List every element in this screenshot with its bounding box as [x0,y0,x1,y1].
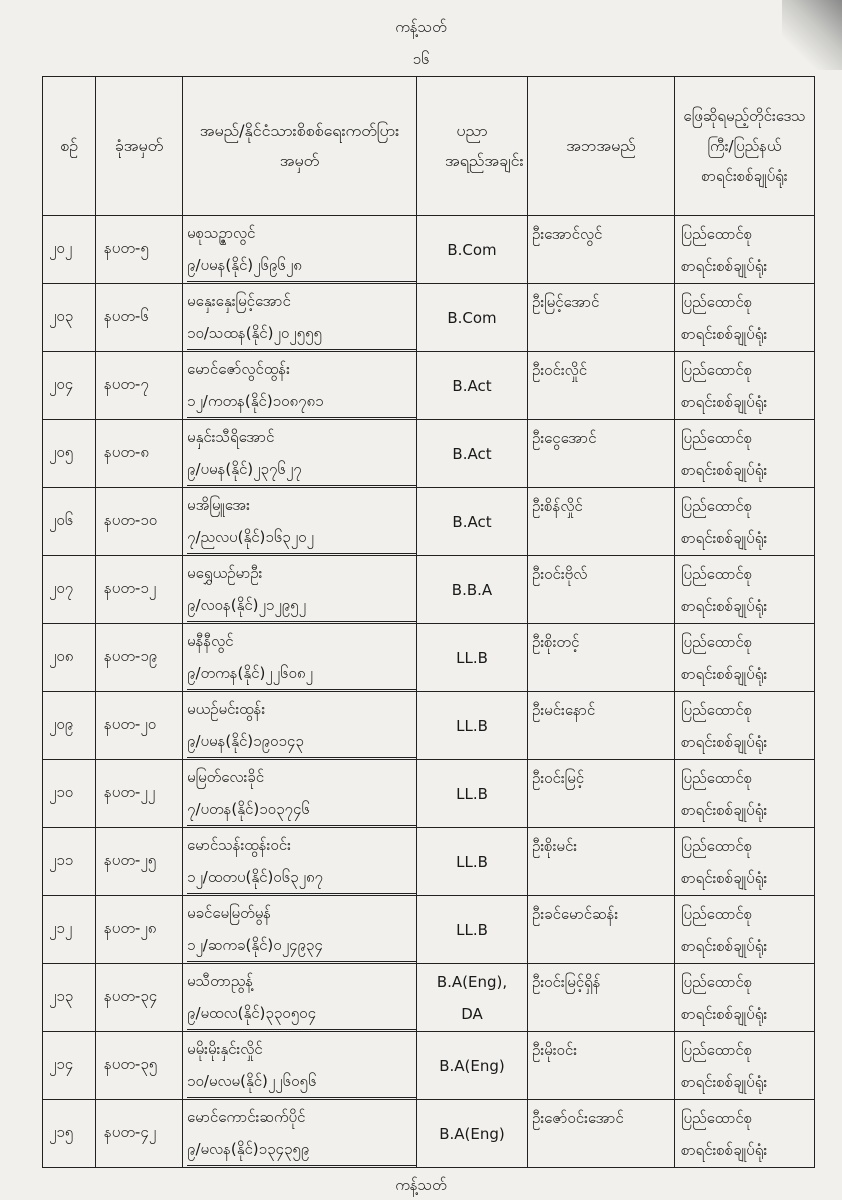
cell-roll: နပတ-၃၅ [96,1032,183,1100]
cell-roll: နပတ-၂၂ [96,760,183,828]
cell-exam-center [675,896,815,964]
cell-no: ၂၀၅ [43,420,96,488]
cell-exam-center [675,284,815,352]
candidate-nrc [187,997,416,1030]
cell-degree [417,692,528,760]
candidate-name: မနှေးနှေးမြင့်အောင် [187,292,291,310]
col-header-father: အဘအမည် [528,77,675,216]
exam-center-line-1: ပြည်ထောင်စု [681,1040,753,1059]
degree-line-1: LL.B [456,784,488,803]
candidate-nrc [187,793,416,826]
nrc-value: ၁၀/သထန(နိုင်)၂၀၂၅၅၅ [187,317,416,350]
cell-roll: နပတ-၇ [96,352,183,420]
nrc-value: ၉/မလန(နိုင်)၁၃၄၃၅၉ [187,1133,416,1166]
table-row [43,216,815,284]
cell-no: ၂၀၇ [43,556,96,624]
degree-line-1: B.A(Eng) [439,1124,505,1143]
candidate-name: မမိုးမိုးနှင်းလှိုင် [187,1040,263,1058]
cell-name-nrc [183,692,417,760]
cell-degree [417,352,528,420]
cell-name-nrc [183,964,417,1032]
table-row [43,556,815,624]
exam-center-line-1: ပြည်ထောင်စု [681,292,753,311]
candidate-name: မခင်မေမြတ်မွန် [187,904,272,922]
cell-no: ၂၁၁ [43,828,96,896]
col-header-exam-center: ဖြေဆိုရမည့်တိုင်းဒေသကြီး/ပြည်နယ်စာရင်းစစ်ချုပ်ရုံး [675,77,815,216]
cell-roll: နပတ-၂၅ [96,828,183,896]
cell-father: ဦးဝင်းမြင့် [528,760,675,828]
candidate-name: မနှင်းသီရိအောင် [187,428,275,446]
exam-center-line-2: စာရင်းစစ်ချုပ်ရုံး [681,1072,768,1091]
cell-degree [417,896,528,964]
cell-father: ဦးအောင်လွင် [528,216,675,284]
cell-no: ၂၀၆ [43,488,96,556]
exam-center-line-1: ပြည်ထောင်စု [681,496,753,515]
cell-no: ၂၁၄ [43,1032,96,1100]
cell-exam-center [675,964,815,1032]
cell-degree [417,1032,528,1100]
candidate-nrc [187,929,416,962]
exam-center-line-1: ပြည်ထောင်စု [681,972,753,991]
nrc-value: ၇/ပတန(နိုင်)၁၀၃၇၄၆ [187,793,416,826]
cell-no: ၂၁၃ [43,964,96,1032]
candidate-name: မောင်ကောင်းဆက်ပိုင် [187,1108,306,1126]
nrc-value: ၉/ပမန(နိုင်)၁၉၀၁၄၃ [187,725,416,758]
cell-exam-center [675,352,815,420]
cell-no: ၂၁၅ [43,1100,96,1168]
exam-center-line-2: စာရင်းစစ်ချုပ်ရုံး [681,1140,768,1159]
exam-center-line-2: စာရင်းစစ်ချုပ်ရုံး [681,664,768,683]
candidate-nrc [187,861,416,894]
nrc-value: ၉/တကန(နိုင်)၂၂၆၀၈၂ [187,657,416,690]
cell-degree [417,488,528,556]
cell-name-nrc [183,1032,417,1100]
candidate-nrc [187,453,416,486]
table-row [43,352,815,420]
exam-center-line-2: စာရင်းစစ်ချုပ်ရုံး [681,936,768,955]
exam-center-line-2: စာရင်းစစ်ချုပ်ရုံး [681,868,768,887]
candidate-nrc [187,317,416,350]
table-row [43,284,815,352]
candidate-nrc [187,521,416,554]
table-row [43,896,815,964]
table-body [43,216,815,1168]
exam-center-line-1: ပြည်ထောင်စု [681,632,753,651]
cell-degree [417,216,528,284]
table-row [43,624,815,692]
cell-roll: နပတ-၅ [96,216,183,284]
candidate-nrc [187,249,416,282]
cell-exam-center [675,1032,815,1100]
cell-name-nrc [183,1100,417,1168]
exam-center-line-2: စာရင်းစစ်ချုပ်ရုံး [681,256,768,275]
cell-exam-center [675,556,815,624]
cell-exam-center [675,692,815,760]
nrc-value: ၁၂/ကတန(နိုင်)၁၀၈၇၈၁ [187,385,416,418]
cell-name-nrc [183,760,417,828]
cell-father: ဦးစိုးမင်း [528,828,675,896]
candidate-nrc [187,589,416,622]
cell-degree [417,760,528,828]
candidate-nrc [187,657,416,690]
cell-degree [417,1100,528,1168]
candidate-nrc [187,725,416,758]
degree-line-2: DA [461,1004,483,1023]
candidate-name: မမြတ်လေးခိုင် [187,768,265,786]
cell-exam-center [675,828,815,896]
exam-center-line-1: ပြည်ထောင်စု [681,564,753,583]
cell-roll: နပတ-၂၈ [96,896,183,964]
degree-line-1: B.Act [452,444,492,463]
candidate-name: မောင်ဇော်လွင်ထွန်း [187,360,290,378]
table-header [43,77,815,216]
cell-name-nrc [183,352,417,420]
cell-father: ဦးမင်းနောင် [528,692,675,760]
degree-line-1: LL.B [456,716,488,735]
nrc-value: ၉/မထလ(နိုင်)၃၃၀၅၀၄ [187,997,416,1030]
cell-degree [417,556,528,624]
table-row [43,692,815,760]
cell-degree [417,828,528,896]
table-row [43,1100,815,1168]
cell-father: ဦးဝင်းဗိုလ် [528,556,675,624]
cell-no: ၂၀၃ [43,284,96,352]
exam-center-line-1: ပြည်ထောင်စု [681,1108,753,1127]
degree-line-1: B.Act [452,376,492,395]
exam-center-line-1: ပြည်ထောင်စု [681,768,753,787]
exam-center-line-2: စာရင်းစစ်ချုပ်ရုံး [681,528,768,547]
cell-father: ဦးဝင်းမြင့်ရှိန် [528,964,675,1032]
classification-header: ကန့်သတ် [395,18,447,36]
cell-roll: နပတ-၃၄ [96,964,183,1032]
exam-center-line-1: ပြည်ထောင်စု [681,224,753,243]
cell-degree [417,964,528,1032]
cell-roll: နပတ-၁၉ [96,624,183,692]
cell-roll: နပတ-၂၀ [96,692,183,760]
cell-exam-center [675,420,815,488]
candidate-table [42,76,815,1168]
cell-roll: နပတ-၁၀ [96,488,183,556]
nrc-value: ၇/ညလပ(နိုင်)၁၆၃၂၀၂ [187,521,416,554]
exam-center-line-1: ပြည်ထောင်စု [681,904,753,923]
cell-father: ဦးငွေအောင် [528,420,675,488]
col-header-roll: ခုံအမှတ် [96,77,183,216]
nrc-value: ၁၀/မလမ(နိုင်)၂၂၆၀၅၆ [187,1065,416,1098]
nrc-value: ၉/ပမန(နိုင်)၂၃၇၆၂၇ [187,453,416,486]
exam-center-line-2: စာရင်းစစ်ချုပ်ရုံး [681,1004,768,1023]
table-row [43,420,815,488]
cell-roll: နပတ-၈ [96,420,183,488]
exam-center-line-1: ပြည်ထောင်စု [681,700,753,719]
exam-center-line-2: စာရင်းစစ်ချုပ်ရုံး [681,392,768,411]
cell-name-nrc [183,896,417,964]
candidate-nrc [187,385,416,418]
cell-no: ၂၀၂ [43,216,96,284]
table-row [43,828,815,896]
exam-center-line-2: စာရင်းစစ်ချုပ်ရုံး [681,460,768,479]
degree-line-1: LL.B [456,852,488,871]
degree-line-1: B.Com [447,308,497,327]
exam-center-line-1: ပြည်ထောင်စု [681,428,753,447]
cell-degree [417,284,528,352]
candidate-nrc [187,1133,416,1166]
cell-roll: နပတ-၄၂ [96,1100,183,1168]
col-header-name-nrc: အမည်/နိုင်ငံသားစိစစ်ရေးကတ်ပြားအမှတ် [183,77,417,216]
cell-name-nrc [183,624,417,692]
candidate-name: မယဉ်မင်းထွန်း [187,700,266,718]
degree-line-1: B.Com [447,240,497,259]
cell-father: ဦးမိုးဝင်း [528,1032,675,1100]
cell-name-nrc [183,488,417,556]
cell-exam-center [675,1100,815,1168]
cell-roll: နပတ-၆ [96,284,183,352]
candidate-name: မနီနီလွင် [187,632,234,650]
cell-name-nrc [183,556,417,624]
cell-exam-center [675,216,815,284]
degree-line-1: B.Act [452,512,492,531]
cell-degree [417,420,528,488]
col-header-degree: ပညာအရည်အချင်း [417,77,528,216]
degree-line-1: B.A(Eng), [436,972,508,991]
cell-father: ဦးဇော်ဝင်းအောင် [528,1100,675,1168]
candidate-name: မစုသဥ္ဇာလွင် [187,224,256,242]
page-number: ၁၆ [412,50,430,68]
cell-no: ၂၀၄ [43,352,96,420]
candidate-name: မောင်သန်းထွန်းဝင်း [187,836,291,854]
degree-line-1: B.A(Eng) [439,1056,505,1075]
table-row [43,964,815,1032]
col-header-no: စဉ် [43,77,96,216]
degree-line-1: B.B.A [451,580,493,599]
cell-exam-center [675,488,815,556]
candidate-name: မအိမြူအေး [187,496,250,514]
cell-father: ဦးစိုးတင့် [528,624,675,692]
cell-no: ၂၀၈ [43,624,96,692]
table-row [43,760,815,828]
cell-name-nrc [183,828,417,896]
degree-line-1: LL.B [456,920,488,939]
exam-center-line-1: ပြည်ထောင်စု [681,836,753,855]
exam-center-line-2: စာရင်းစစ်ချုပ်ရုံး [681,732,768,751]
classification-footer: ကန့်သတ် [395,1176,447,1194]
nrc-value: ၉/လဝန(နိုင်)၂၁၂၉၅၂ [187,589,416,622]
exam-center-line-2: စာရင်းစစ်ချုပ်ရုံး [681,596,768,615]
cell-exam-center [675,624,815,692]
cell-father: ဦးဝင်းလှိုင် [528,352,675,420]
table-row [43,1032,815,1100]
table-row [43,488,815,556]
cell-name-nrc [183,420,417,488]
cell-father: ဦးစိန်လှိုင် [528,488,675,556]
cell-exam-center [675,760,815,828]
cell-no: ၂၁၀ [43,760,96,828]
exam-center-line-2: စာရင်းစစ်ချုပ်ရုံး [681,800,768,819]
degree-line-1: LL.B [456,648,488,667]
nrc-value: ၁၂/ထတပ(နိုင်)၀၆၃၂၈၇ [187,861,416,894]
nrc-value: ၉/ပမန(နိုင်)၂၆၉၆၂၈ [187,249,416,282]
nrc-value: ၁၂/ဆကခ(နိုင်)၀၂၄၉၃၄ [187,929,416,962]
cell-father: ဦးမြင့်အောင် [528,284,675,352]
cell-no: ၂၁၂ [43,896,96,964]
cell-roll: နပတ-၁၂ [96,556,183,624]
cell-no: ၂၀၉ [43,692,96,760]
exam-center-line-1: ပြည်ထောင်စု [681,360,753,379]
exam-center-line-2: စာရင်းစစ်ချုပ်ရုံး [681,324,768,343]
candidate-name: မသီတာညွန့် [187,972,254,990]
cell-name-nrc [183,216,417,284]
candidate-name: မရွှေယဉ်မာဦး [187,564,263,582]
cell-degree [417,624,528,692]
cell-name-nrc [183,284,417,352]
cell-father: ဦးခင်မောင်ဆန်း [528,896,675,964]
candidate-nrc [187,1065,416,1098]
